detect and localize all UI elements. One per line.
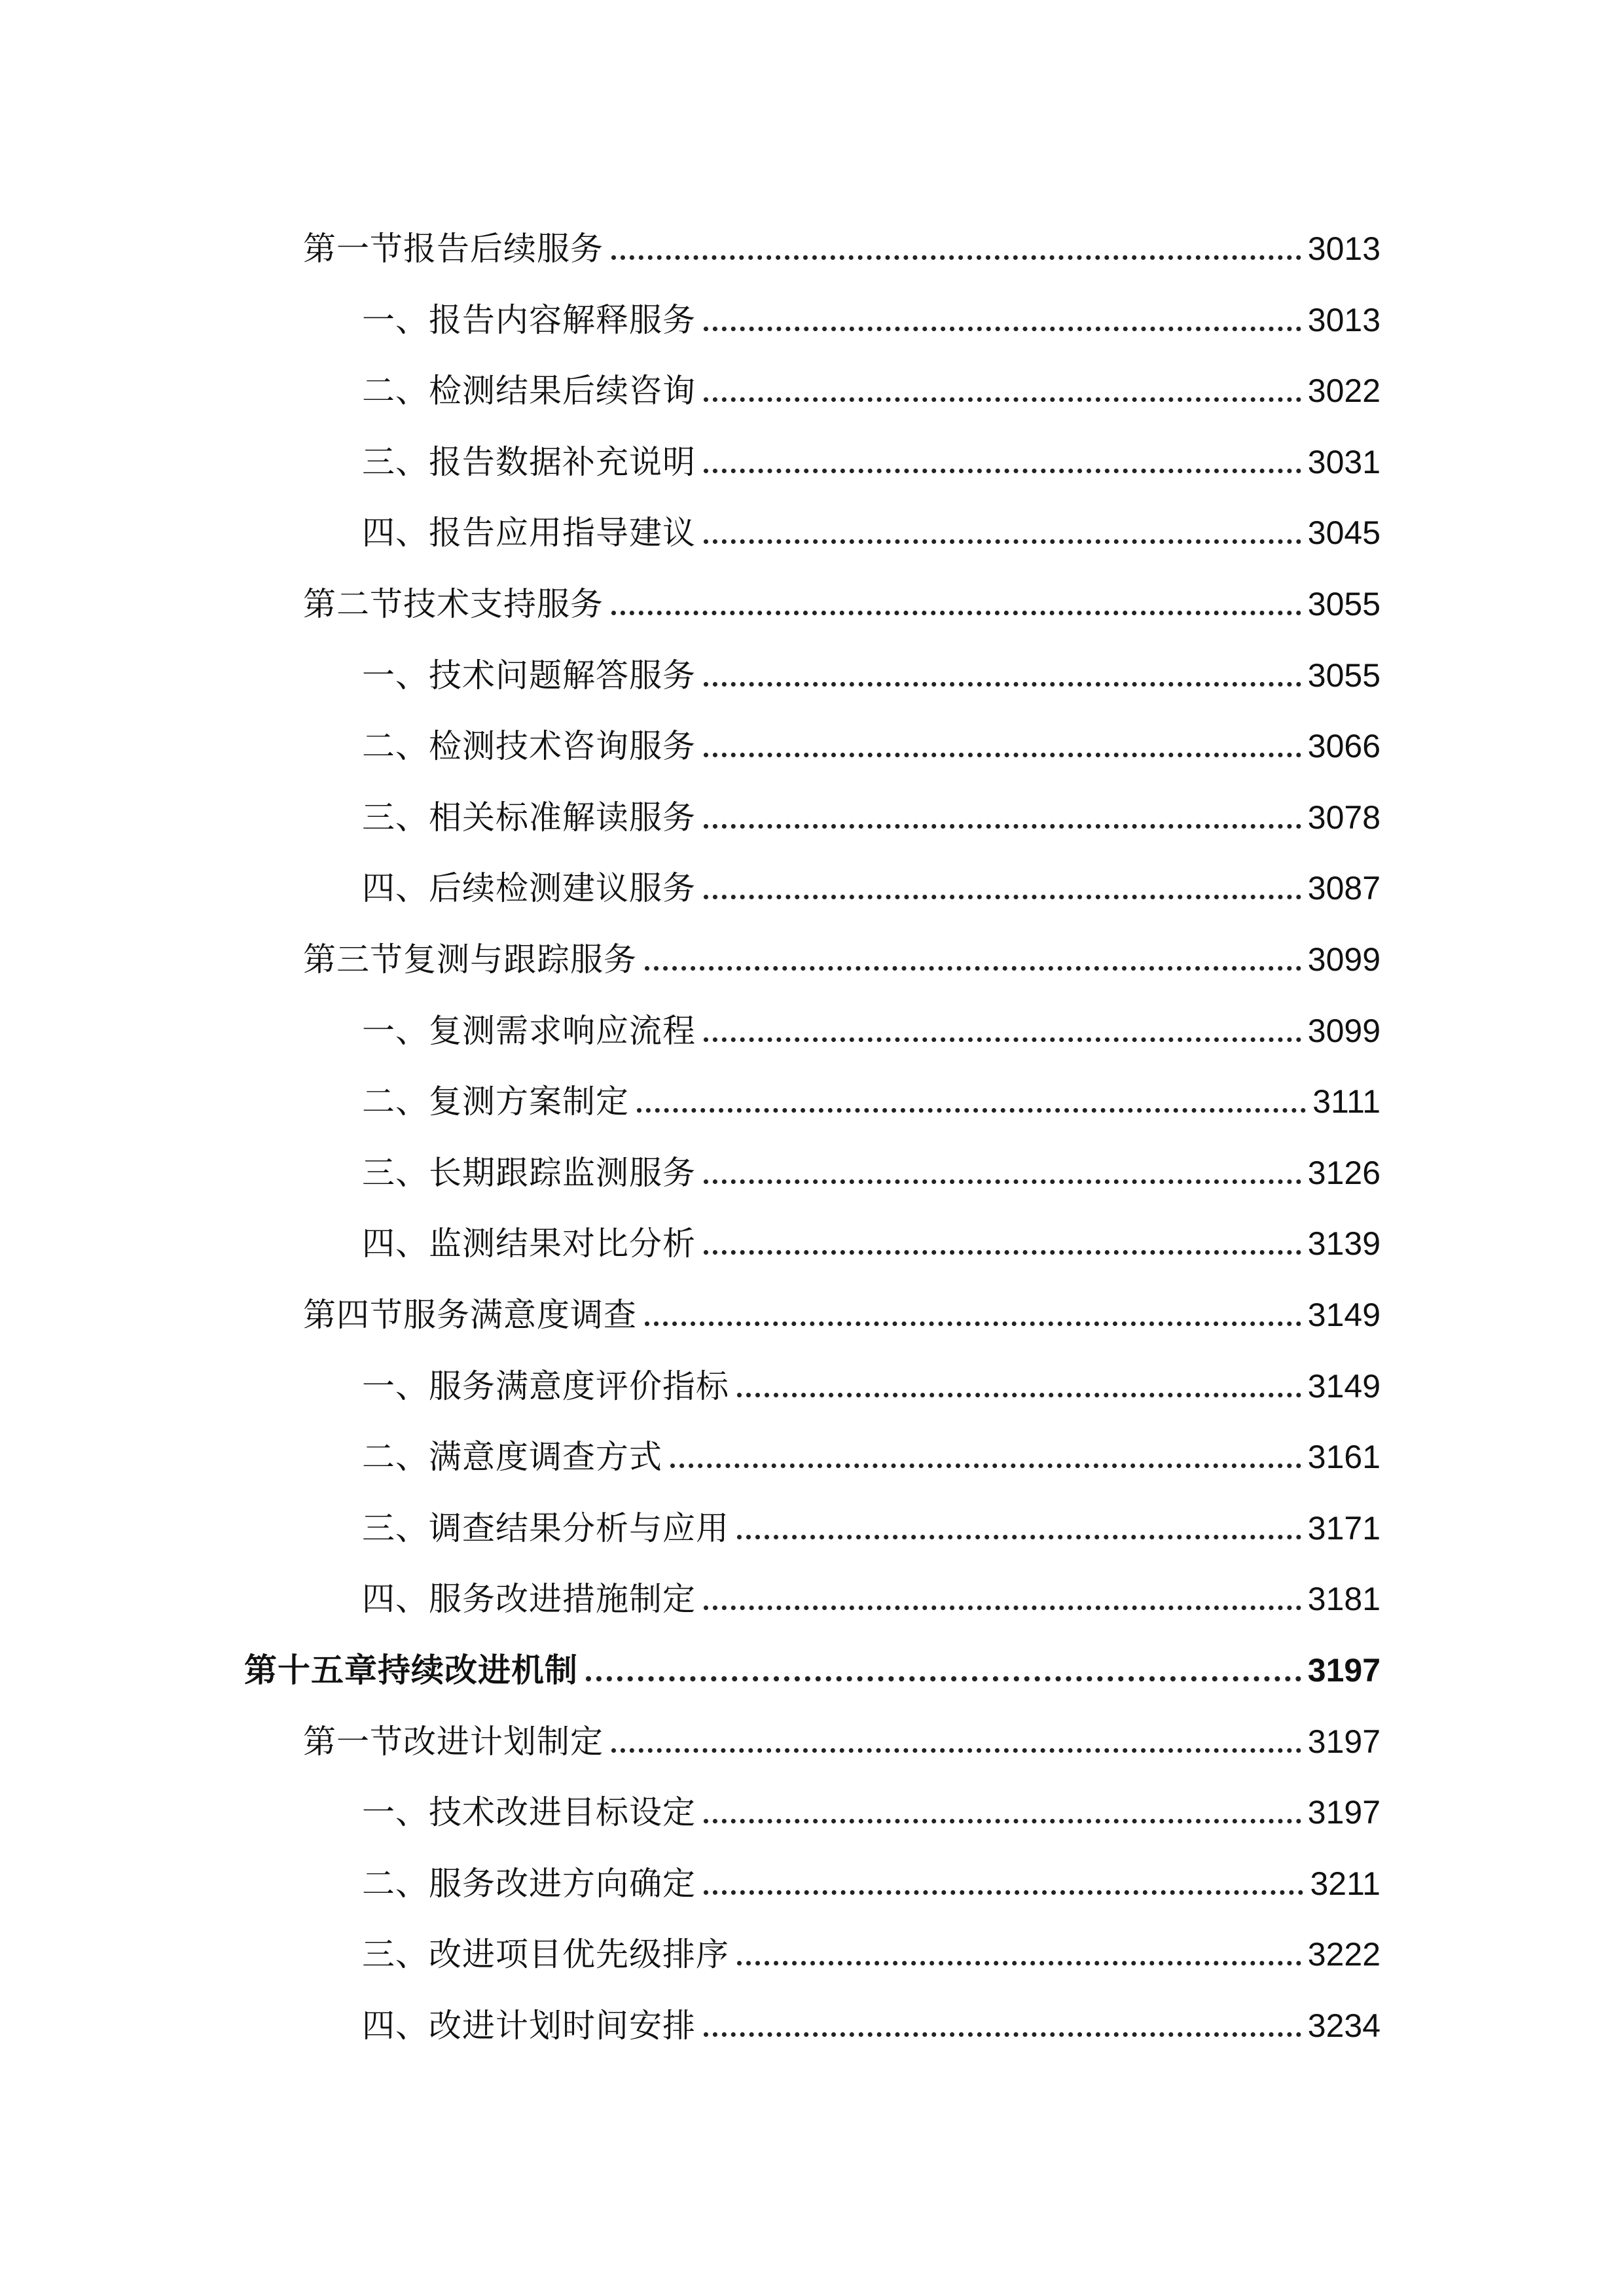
toc-entry-page-number: 3087 bbox=[1307, 870, 1380, 907]
toc-entry-page-number: 3099 bbox=[1307, 941, 1380, 978]
toc-subsection-entry[interactable] bbox=[362, 1492, 1380, 1545]
toc-entry-page-number: 3139 bbox=[1307, 1225, 1380, 1263]
toc-entry-title: 四、报告应用指导建议 bbox=[362, 514, 696, 552]
toc-dot-leader bbox=[704, 682, 1301, 687]
toc-section-entry[interactable] bbox=[303, 1706, 1380, 1761]
toc-subsection-entry[interactable] bbox=[362, 426, 1380, 481]
toc-entry-title: 一、报告内容解释服务 bbox=[362, 300, 696, 339]
toc-entry-page-number: 3099 bbox=[1307, 1012, 1380, 1049]
toc-dot-leader bbox=[704, 1819, 1301, 1823]
toc-entry-page-number: 3197 bbox=[1307, 1794, 1380, 1831]
toc-chapter-entry[interactable] bbox=[244, 1634, 1380, 1687]
toc-dot-leader bbox=[586, 1676, 1301, 1681]
toc-dot-leader bbox=[704, 327, 1301, 331]
toc-entry-title: 第一节改进计划制定 bbox=[303, 1722, 604, 1761]
toc-entry-title: 二、服务改进方向确定 bbox=[362, 1864, 696, 1903]
toc-entry-title: 第二节技术支持服务 bbox=[303, 585, 604, 623]
toc-entry-title: 三、相关标准解读服务 bbox=[362, 798, 696, 836]
toc-dot-leader bbox=[645, 1321, 1301, 1326]
toc-dot-leader bbox=[704, 753, 1301, 757]
toc-entry-page-number: 3234 bbox=[1307, 2007, 1380, 2044]
toc-section-entry[interactable] bbox=[303, 1279, 1380, 1334]
toc-dot-leader bbox=[611, 255, 1301, 260]
toc-entry-title: 三、改进项目优先级排序 bbox=[362, 1935, 729, 1974]
toc-dot-leader bbox=[611, 1748, 1301, 1753]
toc-dot-leader bbox=[737, 1535, 1301, 1539]
toc-subsection-entry[interactable] bbox=[362, 852, 1380, 908]
toc-subsection-entry[interactable] bbox=[362, 1137, 1380, 1192]
toc-entry-page-number: 3055 bbox=[1307, 656, 1380, 694]
toc-subsection-entry[interactable] bbox=[362, 639, 1380, 692]
toc-entry-page-number: 3197 bbox=[1307, 1723, 1380, 1760]
toc-subsection-entry[interactable] bbox=[362, 1563, 1380, 1619]
toc-entry-page-number: 3078 bbox=[1307, 798, 1380, 836]
toc-subsection-entry[interactable] bbox=[362, 1350, 1380, 1403]
toc-subsection-entry[interactable] bbox=[362, 1066, 1380, 1121]
toc-entry-page-number: 3031 bbox=[1307, 443, 1380, 480]
toc-entry-page-number: 3211 bbox=[1310, 1865, 1380, 1902]
toc-subsection-entry[interactable] bbox=[362, 1990, 1380, 2045]
toc-entry-page-number: 3171 bbox=[1307, 1509, 1380, 1547]
toc-dot-leader bbox=[704, 824, 1301, 829]
toc-entry-title: 第一节报告后续服务 bbox=[303, 230, 604, 268]
toc-dot-leader bbox=[611, 611, 1301, 615]
toc-entry-title: 第十五章持续改进机制 bbox=[244, 1651, 578, 1689]
toc-section-entry[interactable] bbox=[303, 568, 1380, 623]
toc-dot-leader bbox=[704, 895, 1301, 899]
toc-entry-title: 四、服务改进措施制定 bbox=[362, 1580, 696, 1619]
toc-entry-page-number: 3045 bbox=[1307, 514, 1380, 552]
toc-subsection-entry[interactable] bbox=[362, 710, 1380, 766]
toc-section-entry[interactable] bbox=[303, 924, 1380, 976]
toc-entry-page-number: 3066 bbox=[1307, 728, 1380, 765]
toc-entry-page-number: 3181 bbox=[1307, 1581, 1380, 1618]
toc-entry-title: 四、后续检测建议服务 bbox=[362, 869, 696, 908]
toc-entry-title: 第三节复测与跟踪服务 bbox=[303, 941, 637, 978]
toc-entry-page-number: 3022 bbox=[1307, 372, 1380, 410]
toc-dot-leader bbox=[704, 1890, 1303, 1895]
toc-dot-leader bbox=[704, 469, 1301, 473]
toc-entry-title: 四、监测结果对比分析 bbox=[362, 1225, 696, 1263]
toc-dot-leader bbox=[704, 1605, 1301, 1610]
toc-dot-leader bbox=[704, 397, 1301, 402]
toc-subsection-entry[interactable] bbox=[362, 781, 1380, 834]
toc-entry-title: 三、长期跟踪监测服务 bbox=[362, 1153, 696, 1192]
toc-entry-page-number: 3013 bbox=[1307, 230, 1380, 267]
toc-entry-page-number: 3111 bbox=[1312, 1083, 1380, 1121]
toc-subsection-entry[interactable] bbox=[362, 995, 1380, 1050]
toc-entry-page-number: 3013 bbox=[1307, 301, 1380, 338]
toc-dot-leader bbox=[637, 1108, 1306, 1113]
toc-subsection-entry[interactable] bbox=[362, 355, 1380, 410]
toc-entry-page-number: 3222 bbox=[1307, 1936, 1380, 1973]
toc-subsection-entry[interactable] bbox=[362, 284, 1380, 339]
toc-subsection-entry[interactable] bbox=[362, 1208, 1380, 1263]
toc-section-entry[interactable] bbox=[303, 213, 1380, 268]
toc-entry-page-number: 3161 bbox=[1307, 1439, 1380, 1476]
toc-entry-page-number: 3197 bbox=[1307, 1652, 1380, 1689]
toc-dot-leader bbox=[737, 1961, 1301, 1965]
toc-dot-leader bbox=[704, 539, 1301, 544]
toc-entry-title: 四、改进计划时间安排 bbox=[362, 2007, 696, 2045]
toc-subsection-entry[interactable] bbox=[362, 497, 1380, 552]
toc-entry-page-number: 3149 bbox=[1307, 1367, 1380, 1405]
toc-entry-title: 一、技术问题解答服务 bbox=[362, 656, 696, 694]
toc-entry-title: 二、复测方案制定 bbox=[362, 1083, 629, 1121]
toc-subsection-entry[interactable] bbox=[362, 1421, 1380, 1477]
toc-entry-page-number: 3126 bbox=[1307, 1154, 1380, 1191]
toc-dot-leader bbox=[670, 1463, 1301, 1468]
toc-entry-title: 二、满意度调查方式 bbox=[362, 1438, 662, 1477]
toc-entry-title: 第四节服务满意度调查 bbox=[303, 1296, 637, 1334]
toc-entry-title: 二、检测结果后续咨询 bbox=[362, 372, 696, 410]
toc-dot-leader bbox=[645, 966, 1301, 971]
toc-entry-title: 三、报告数据补充说明 bbox=[362, 442, 696, 481]
toc-subsection-entry[interactable] bbox=[362, 1918, 1380, 1974]
toc-entry-page-number: 3055 bbox=[1307, 586, 1380, 622]
toc-dot-leader bbox=[704, 1250, 1301, 1255]
toc-dot-leader bbox=[737, 1393, 1301, 1397]
toc-dot-leader bbox=[704, 2032, 1301, 2037]
toc-dot-leader bbox=[704, 1179, 1301, 1184]
toc-entry-title: 一、复测需求响应流程 bbox=[362, 1011, 696, 1050]
toc-entry-title: 一、技术改进目标设定 bbox=[362, 1793, 696, 1832]
toc-entry-title: 一、服务满意度评价指标 bbox=[362, 1367, 729, 1405]
toc-subsection-entry[interactable] bbox=[362, 1776, 1380, 1832]
toc-entry-title: 三、调查结果分析与应用 bbox=[362, 1509, 729, 1547]
toc-entry-page-number: 3149 bbox=[1307, 1297, 1380, 1333]
toc-dot-leader bbox=[704, 1037, 1301, 1042]
toc-entry-title: 二、检测技术咨询服务 bbox=[362, 727, 696, 766]
toc-subsection-entry[interactable] bbox=[362, 1848, 1380, 1903]
